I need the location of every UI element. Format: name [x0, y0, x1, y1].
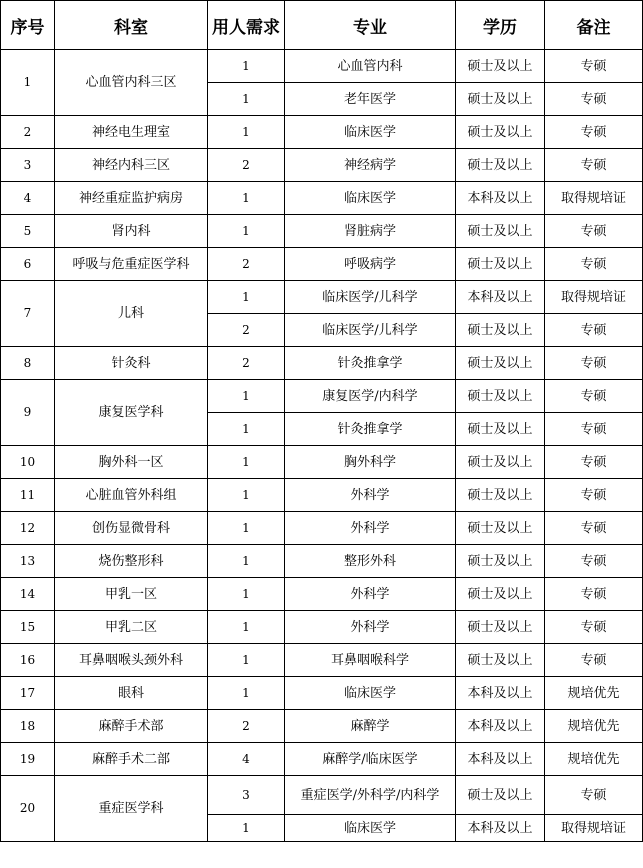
remark: 取得规培证	[545, 182, 643, 215]
demand-count: 1	[208, 512, 285, 545]
demand-count: 1	[208, 644, 285, 677]
education: 硕士及以上	[456, 215, 545, 248]
demand-count: 2	[208, 347, 285, 380]
major: 外科学	[285, 512, 456, 545]
demand-count: 2	[208, 314, 285, 347]
remark: 取得规培证	[545, 815, 643, 842]
remark: 专硕	[545, 776, 643, 815]
major: 临床医学	[285, 677, 456, 710]
row-number: 1	[1, 50, 55, 116]
major: 临床医学/儿科学	[285, 281, 456, 314]
department: 重症医学科	[55, 776, 208, 842]
row-number: 16	[1, 644, 55, 677]
remark: 专硕	[545, 578, 643, 611]
major: 外科学	[285, 611, 456, 644]
demand-count: 2	[208, 149, 285, 182]
department: 胸外科一区	[55, 446, 208, 479]
remark: 专硕	[545, 149, 643, 182]
major: 针灸推拿学	[285, 347, 456, 380]
table-row	[1, 182, 643, 215]
demand-count: 1	[208, 182, 285, 215]
department: 麻醉手术二部	[55, 743, 208, 776]
table-row	[1, 248, 643, 281]
demand-count: 1	[208, 545, 285, 578]
department: 烧伤整形科	[55, 545, 208, 578]
row-number: 19	[1, 743, 55, 776]
education: 硕士及以上	[456, 116, 545, 149]
department: 神经电生理室	[55, 116, 208, 149]
remark: 专硕	[545, 644, 643, 677]
major: 整形外科	[285, 545, 456, 578]
remark: 取得规培证	[545, 281, 643, 314]
education: 硕士及以上	[456, 611, 545, 644]
header-row	[1, 1, 643, 50]
row-number: 14	[1, 578, 55, 611]
remark: 专硕	[545, 413, 643, 446]
demand-count: 1	[208, 50, 285, 83]
demand-count: 1	[208, 611, 285, 644]
header-education: 学历	[456, 1, 545, 50]
remark: 专硕	[545, 380, 643, 413]
major: 胸外科学	[285, 446, 456, 479]
major: 重症医学/外科学/内科学	[285, 776, 456, 815]
remark: 专硕	[545, 611, 643, 644]
table-row	[1, 644, 643, 677]
table-row	[1, 380, 643, 413]
department: 心脏血管外科组	[55, 479, 208, 512]
department: 儿科	[55, 281, 208, 347]
demand-count: 1	[208, 479, 285, 512]
remark: 规培优先	[545, 710, 643, 743]
header-demand: 用人需求	[208, 1, 285, 50]
demand-count: 1	[208, 815, 285, 842]
education: 本科及以上	[456, 743, 545, 776]
remark: 专硕	[545, 248, 643, 281]
remark: 专硕	[545, 116, 643, 149]
department: 神经重症监护病房	[55, 182, 208, 215]
row-number: 15	[1, 611, 55, 644]
remark: 规培优先	[545, 677, 643, 710]
education: 本科及以上	[456, 182, 545, 215]
demand-count: 2	[208, 710, 285, 743]
remark: 规培优先	[545, 743, 643, 776]
major: 针灸推拿学	[285, 413, 456, 446]
demand-count: 3	[208, 776, 285, 815]
table-row	[1, 578, 643, 611]
education: 硕士及以上	[456, 413, 545, 446]
major: 临床医学/儿科学	[285, 314, 456, 347]
department: 甲乳二区	[55, 611, 208, 644]
demand-count: 1	[208, 380, 285, 413]
department: 针灸科	[55, 347, 208, 380]
department: 肾内科	[55, 215, 208, 248]
remark: 专硕	[545, 347, 643, 380]
table-row	[1, 446, 643, 479]
row-number: 2	[1, 116, 55, 149]
department: 创伤显微骨科	[55, 512, 208, 545]
remark: 专硕	[545, 545, 643, 578]
department: 呼吸与危重症医学科	[55, 248, 208, 281]
remark: 专硕	[545, 479, 643, 512]
header-no: 序号	[1, 1, 55, 50]
demand-count: 1	[208, 116, 285, 149]
remark: 专硕	[545, 512, 643, 545]
education: 本科及以上	[456, 815, 545, 842]
education: 硕士及以上	[456, 578, 545, 611]
department: 眼科	[55, 677, 208, 710]
remark: 专硕	[545, 83, 643, 116]
education: 硕士及以上	[456, 446, 545, 479]
department: 麻醉手术部	[55, 710, 208, 743]
education: 硕士及以上	[456, 545, 545, 578]
table-row	[1, 149, 643, 182]
education: 硕士及以上	[456, 50, 545, 83]
remark: 专硕	[545, 446, 643, 479]
table-row	[1, 710, 643, 743]
major: 临床医学	[285, 182, 456, 215]
education: 硕士及以上	[456, 776, 545, 815]
header-department: 科室	[55, 1, 208, 50]
education: 本科及以上	[456, 710, 545, 743]
table-row	[1, 347, 643, 380]
demand-count: 2	[208, 248, 285, 281]
education: 本科及以上	[456, 677, 545, 710]
education: 硕士及以上	[456, 248, 545, 281]
department: 心血管内科三区	[55, 50, 208, 116]
table-row	[1, 545, 643, 578]
department: 神经内科三区	[55, 149, 208, 182]
education: 硕士及以上	[456, 512, 545, 545]
row-number: 18	[1, 710, 55, 743]
major: 神经病学	[285, 149, 456, 182]
major: 外科学	[285, 578, 456, 611]
education: 硕士及以上	[456, 314, 545, 347]
remark: 专硕	[545, 314, 643, 347]
demand-count: 1	[208, 578, 285, 611]
row-number: 3	[1, 149, 55, 182]
row-number: 4	[1, 182, 55, 215]
education: 硕士及以上	[456, 149, 545, 182]
major: 呼吸病学	[285, 248, 456, 281]
row-number: 12	[1, 512, 55, 545]
table-row	[1, 611, 643, 644]
demand-count: 1	[208, 413, 285, 446]
row-number: 13	[1, 545, 55, 578]
major: 临床医学	[285, 116, 456, 149]
row-number: 20	[1, 776, 55, 842]
education: 本科及以上	[456, 281, 545, 314]
table-row	[1, 281, 643, 314]
department: 耳鼻咽喉头颈外科	[55, 644, 208, 677]
row-number: 7	[1, 281, 55, 347]
major: 麻醉学/临床医学	[285, 743, 456, 776]
education: 硕士及以上	[456, 83, 545, 116]
major: 康复医学/内科学	[285, 380, 456, 413]
table-row	[1, 479, 643, 512]
education: 硕士及以上	[456, 479, 545, 512]
major: 耳鼻咽喉科学	[285, 644, 456, 677]
row-number: 6	[1, 248, 55, 281]
table-row	[1, 50, 643, 83]
major: 麻醉学	[285, 710, 456, 743]
remark: 专硕	[545, 50, 643, 83]
demand-count: 1	[208, 83, 285, 116]
row-number: 8	[1, 347, 55, 380]
major: 老年医学	[285, 83, 456, 116]
education: 硕士及以上	[456, 347, 545, 380]
major: 临床医学	[285, 815, 456, 842]
education: 硕士及以上	[456, 644, 545, 677]
table-row	[1, 743, 643, 776]
department: 甲乳一区	[55, 578, 208, 611]
demand-count: 1	[208, 281, 285, 314]
row-number: 9	[1, 380, 55, 446]
major: 外科学	[285, 479, 456, 512]
row-number: 10	[1, 446, 55, 479]
table-row	[1, 776, 643, 815]
major: 心血管内科	[285, 50, 456, 83]
table-row	[1, 215, 643, 248]
row-number: 17	[1, 677, 55, 710]
header-major: 专业	[285, 1, 456, 50]
row-number: 5	[1, 215, 55, 248]
row-number: 11	[1, 479, 55, 512]
major: 肾脏病学	[285, 215, 456, 248]
education: 硕士及以上	[456, 380, 545, 413]
table-row	[1, 116, 643, 149]
table-row	[1, 677, 643, 710]
demand-count: 1	[208, 215, 285, 248]
department: 康复医学科	[55, 380, 208, 446]
demand-count: 1	[208, 446, 285, 479]
remark: 专硕	[545, 215, 643, 248]
table-row	[1, 512, 643, 545]
header-remark: 备注	[545, 1, 643, 50]
demand-count: 4	[208, 743, 285, 776]
demand-count: 1	[208, 677, 285, 710]
